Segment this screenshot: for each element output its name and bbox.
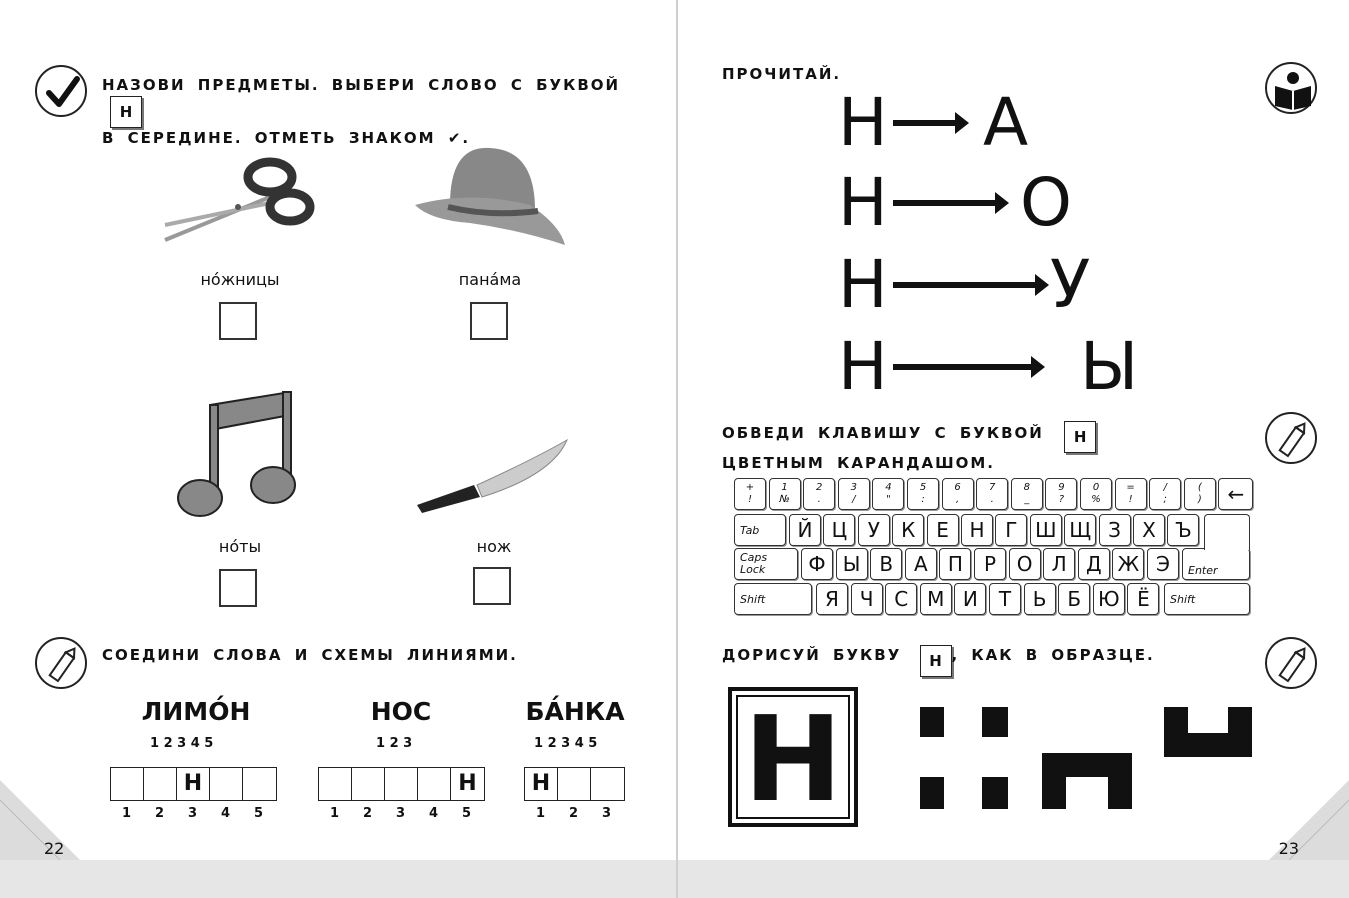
letter-key-badge: Н: [110, 96, 142, 128]
key-bottom-symbol: %: [1091, 494, 1101, 505]
task-circle-key: [722, 421, 1142, 474]
checkbox-knife[interactable]: [473, 567, 511, 605]
key-top-symbol: =: [1126, 482, 1135, 493]
scheme-number: 4: [220, 806, 231, 821]
left-page: [0, 0, 676, 860]
scheme-number: 5: [461, 806, 472, 821]
key-bottom-symbol: !: [1128, 494, 1133, 505]
scheme-number: 2: [154, 806, 165, 821]
key-bottom-symbol: Lock: [740, 563, 766, 576]
word-scissors: но́жницы: [200, 270, 280, 289]
word-jar: БА́НКА: [525, 697, 625, 726]
shift-key-left[interactable]: Shift: [734, 583, 812, 615]
key-letter[interactable]: Р: [974, 548, 1006, 580]
key-digit[interactable]: [1080, 478, 1112, 510]
word-nose: НОС: [370, 697, 432, 726]
read-letter: Н: [838, 164, 888, 241]
letter-drawing-exercise[interactable]: [918, 705, 1258, 815]
read-letter: А: [983, 84, 1029, 161]
key-digit[interactable]: [769, 478, 801, 510]
scheme-cell: [210, 768, 243, 800]
knife-image: [412, 435, 572, 515]
task-line2: ЦВЕТНЫМ КАРАНДАШОМ.: [722, 454, 995, 472]
key-bottom-symbol: ): [1197, 494, 1202, 505]
read-letter: Ы: [1080, 328, 1139, 405]
scheme-number: 2: [568, 806, 579, 821]
scheme-number: 1: [535, 806, 546, 821]
key-digit[interactable]: [1184, 478, 1216, 510]
scheme-number: 3: [187, 806, 198, 821]
task-mark: ✔.: [447, 129, 471, 147]
digits-lemon: 1 2 3 4 5: [150, 736, 214, 751]
key-bottom-symbol: ?: [1058, 494, 1065, 505]
key-letter[interactable]: П: [939, 548, 971, 580]
key-letter[interactable]: У: [858, 514, 890, 546]
scheme-number: 1: [329, 806, 340, 821]
book-gutter: [676, 0, 678, 898]
scheme-cell: [243, 768, 276, 800]
key-letter[interactable]: Щ: [1064, 514, 1096, 546]
read-letter: У: [1050, 246, 1091, 323]
scheme-cell: [352, 768, 385, 800]
checkbox-scissors[interactable]: [219, 302, 257, 340]
checkbox-panama[interactable]: [470, 302, 508, 340]
scheme-3[interactable]: [524, 767, 625, 801]
read-letter: Н: [838, 84, 888, 161]
key-top-symbol: 7: [989, 482, 996, 493]
backspace-key[interactable]: ←: [1218, 478, 1253, 510]
scheme-1-numbers: [110, 806, 275, 821]
key-letter[interactable]: И: [954, 583, 986, 615]
book-reading-icon: [1265, 62, 1317, 114]
key-digit[interactable]: [907, 478, 939, 510]
key-letter[interactable]: Э: [1147, 548, 1179, 580]
key-letter[interactable]: Е: [927, 514, 959, 546]
key-top-symbol: (: [1197, 482, 1202, 493]
key-top-symbol: 1: [781, 482, 788, 493]
key-top-symbol: Caps: [740, 551, 768, 564]
pencil-icon: [35, 637, 87, 689]
sample-letter: Н: [743, 690, 843, 828]
arrow-icon: [893, 200, 997, 206]
page-number-right: 23: [1278, 839, 1299, 858]
letter-key-badge: Н: [920, 645, 952, 677]
scheme-number: 2: [362, 806, 373, 821]
key-letter[interactable]: Ф: [801, 548, 833, 580]
digits-nose: 1 2 3: [376, 736, 413, 751]
key-digit[interactable]: [872, 478, 904, 510]
key-letter[interactable]: Л: [1043, 548, 1075, 580]
word-notes: но́ты: [218, 537, 262, 556]
scheme-number: 3: [395, 806, 406, 821]
scheme-2-numbers: [318, 806, 483, 821]
read-letter: О: [1020, 164, 1072, 241]
key-digit[interactable]: [803, 478, 835, 510]
key-letter[interactable]: Ю: [1093, 583, 1125, 615]
sample-letter-box: [728, 687, 858, 827]
key-digit[interactable]: [1011, 478, 1043, 510]
key-letter[interactable]: З: [1099, 514, 1131, 546]
key-digit[interactable]: [976, 478, 1008, 510]
digits-jar: 1 2 3 4 5: [534, 736, 598, 751]
task-read: ПРОЧИТАЙ.: [722, 65, 842, 83]
scheme-cell: [418, 768, 451, 800]
scheme-cell: [558, 768, 591, 800]
panama-hat-image: [410, 145, 570, 255]
key-digit[interactable]: [1149, 478, 1181, 510]
scheme-number: 1: [121, 806, 132, 821]
task-line1: ОБВЕДИ КЛАВИШУ С БУКВОЙ: [722, 424, 1044, 442]
key-bottom-symbol: .: [990, 494, 994, 505]
word-panama: пана́ма: [458, 270, 522, 289]
key-bottom-symbol: ": [886, 494, 891, 505]
scheme-cell: Н: [458, 771, 477, 796]
key-top-symbol: 6: [954, 482, 961, 493]
key-letter[interactable]: Д: [1078, 548, 1110, 580]
task-line2: В СЕРЕДИНЕ. ОТМЕТЬ ЗНАКОМ: [102, 129, 436, 147]
read-letter: Н: [838, 328, 888, 405]
key-letter[interactable]: С: [885, 583, 917, 615]
key-letter[interactable]: Ч: [851, 583, 883, 615]
key-top-symbol: +: [745, 482, 755, 493]
key-letter[interactable]: Ы: [836, 548, 868, 580]
read-letter: Н: [838, 246, 888, 323]
key-letter[interactable]: В: [870, 548, 902, 580]
key-digit[interactable]: [838, 478, 870, 510]
arrow-icon: [893, 364, 1033, 370]
enter-key[interactable]: Enter: [1182, 548, 1250, 580]
task-after: , КАК В ОБРАЗЦЕ.: [951, 646, 1155, 664]
key-letter[interactable]: Х: [1133, 514, 1165, 546]
key-top-symbol: 5: [919, 482, 927, 493]
caps-lock-key[interactable]: [734, 548, 798, 580]
key-top-symbol: 4: [885, 482, 892, 493]
key-bottom-symbol: /: [852, 494, 856, 505]
scheme-number: 3: [601, 806, 612, 821]
task-connect: СОЕДИНИ СЛОВА И СХЕМЫ ЛИНИЯМИ.: [102, 646, 518, 664]
corner-decoration: [1249, 760, 1349, 860]
key-letter[interactable]: Ь: [1024, 583, 1056, 615]
key-bottom-symbol: ;: [1163, 494, 1167, 505]
key-letter[interactable]: Ц: [823, 514, 855, 546]
key-bottom-symbol: !: [747, 494, 752, 505]
pencil-icon: [1265, 637, 1317, 689]
pencil-icon: [1265, 412, 1317, 464]
scheme-cell: [591, 768, 624, 800]
key-digit[interactable]: [1045, 478, 1077, 510]
shift-key-right[interactable]: Shift: [1164, 583, 1250, 615]
key-bottom-symbol: .: [817, 494, 821, 505]
key-letter[interactable]: Б: [1058, 583, 1090, 615]
key-bottom-symbol: _: [1024, 494, 1030, 505]
word-lemon: ЛИМО́Н: [141, 697, 251, 726]
scheme-cell: Н: [525, 768, 558, 800]
task-before: ДОРИСУЙ БУКВУ: [722, 646, 902, 664]
key-letter[interactable]: Ш: [1030, 514, 1062, 546]
scheme-3-numbers: [524, 806, 623, 821]
checkbox-notes[interactable]: [219, 569, 257, 607]
key-top-symbol: 3: [850, 482, 857, 493]
key-letter[interactable]: М: [920, 583, 952, 615]
letter-key-badge: Н: [1064, 421, 1096, 453]
key-digit[interactable]: [1115, 478, 1147, 510]
task-draw-letter: [722, 645, 1162, 677]
right-page: [678, 0, 1349, 860]
key-letter[interactable]: А: [905, 548, 937, 580]
scheme-cell: [319, 768, 352, 800]
page-number-left: 22: [44, 839, 65, 858]
key-top-symbol: 8: [1023, 482, 1030, 493]
key-bottom-symbol: ,: [956, 494, 960, 505]
scheme-2[interactable]: [318, 767, 485, 801]
scheme-number: 4: [428, 806, 439, 821]
checkmark-icon: [35, 65, 87, 117]
key-letter[interactable]: Ё: [1127, 583, 1159, 615]
enter-key-top[interactable]: [1204, 514, 1250, 550]
key-top-symbol: 2: [816, 482, 823, 493]
key-letter[interactable]: Г: [995, 514, 1027, 546]
key-bottom-symbol: №: [779, 494, 790, 505]
key-top-symbol: 9: [1058, 482, 1065, 493]
key-digit[interactable]: [734, 478, 766, 510]
key-letter[interactable]: Ъ: [1167, 514, 1199, 546]
arrow-icon: [893, 120, 957, 126]
scheme-cell: [111, 768, 144, 800]
scissors-image: [160, 155, 320, 250]
key-bottom-symbol: :: [921, 494, 925, 505]
key-letter[interactable]: К: [892, 514, 924, 546]
key-top-symbol: /: [1163, 482, 1167, 493]
key-letter[interactable]: Ж: [1112, 548, 1144, 580]
word-knife: нож: [476, 537, 512, 556]
key-letter[interactable]: Я: [816, 583, 848, 615]
scheme-cell: Н: [177, 768, 210, 800]
arrow-icon: [893, 282, 1037, 288]
key-top-symbol: 0: [1092, 482, 1100, 493]
key-letter[interactable]: О: [1009, 548, 1041, 580]
task-line1: НАЗОВИ ПРЕДМЕТЫ. ВЫБЕРИ СЛОВО С БУКВОЙ: [102, 76, 621, 94]
key-letter[interactable]: Н: [961, 514, 993, 546]
key-letter[interactable]: Т: [989, 583, 1021, 615]
tab-key[interactable]: Tab: [734, 514, 786, 546]
scheme-cell: [144, 768, 177, 800]
task-name-items: [102, 75, 642, 149]
scheme-number: 5: [253, 806, 264, 821]
key-letter[interactable]: Й: [789, 514, 821, 546]
key-digit[interactable]: [942, 478, 974, 510]
scheme-cell: [385, 768, 418, 800]
music-notes-image: [175, 390, 305, 525]
scheme-1[interactable]: [110, 767, 277, 801]
